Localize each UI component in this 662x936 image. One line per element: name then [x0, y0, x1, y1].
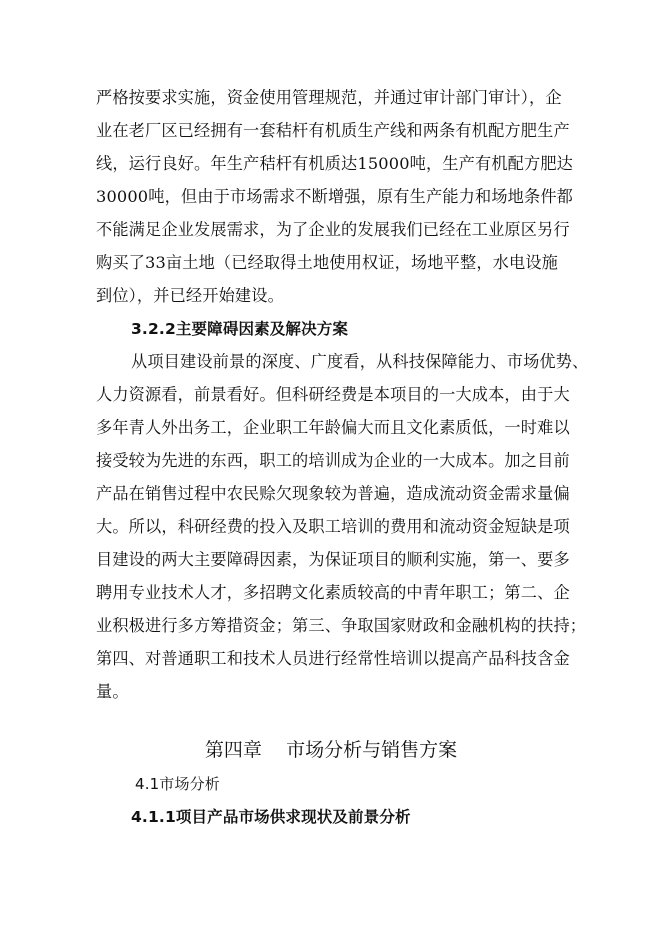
paragraph-line: 30000吨，但由于市场需求不断增强，原有生产能力和场地条件都 — [96, 187, 574, 206]
section-heading-3-2-2: 3.2.2主要障碍因素及解决方案 — [131, 320, 349, 338]
paragraph-line: 接受较为先进的东西，职工的培训成为企业的一大成本。加之目前 — [96, 451, 570, 470]
paragraph-line: 多年青人外出务工，企业职工年龄偏大而且文化素质低，一时难以 — [96, 418, 570, 437]
paragraph-line: 量。 — [96, 682, 129, 701]
paragraph-line: 从项目建设前景的深度、广度看，从科技保障能力、市场优势、 — [131, 352, 589, 371]
paragraph-line: 大。所以，科研经费的投入及职工培训的费用和流动资金短缺是项 — [96, 517, 570, 536]
paragraph-line: 业在老厂区已经拥有一套秸杆有机质生产线和两条有机配方肥生产 — [96, 121, 570, 140]
paragraph-line: 目建设的两大主要障碍因素，为保证项目的顺利实施，第一、要多 — [96, 550, 570, 569]
paragraph-line: 严格按要求实施，资金使用管理规范，并通过审计部门审计），企 — [96, 88, 562, 107]
paragraph-line: 到位），并已经开始建设。 — [96, 286, 284, 305]
paragraph-line: 业积极进行多方筹措资金；第三、争取国家财政和金融机构的扶持； — [96, 616, 587, 635]
paragraph-line: 聘用专业技术人才，多招聘文化素质较高的中青年职工；第二、企 — [96, 583, 570, 602]
chapter-title: 第四章 市场分析与销售方案 — [204, 739, 458, 761]
paragraph-line: 人力资源看，前景看好。但科研经费是本项目的一大成本，由于大 — [96, 385, 570, 404]
section-heading-4-1-1: 4.1.1项目产品市场供求现状及前景分析 — [131, 808, 411, 826]
paragraph-line: 不能满足企业发展需求，为了企业的发展我们已经在工业原区另行 — [96, 220, 570, 239]
paragraph-line: 第四、对普通职工和技术人员进行经常性培训以提高产品科技含金 — [96, 649, 570, 668]
paragraph-line: 线，运行良好。年生产秸杆有机质达15000吨，生产有机配方肥达 — [96, 154, 574, 173]
paragraph-line: 购买了33亩土地（已经取得土地使用权证，场地平整，水电设施 — [96, 253, 559, 272]
section-title-4-1: 4.1市场分析 — [135, 775, 220, 793]
paragraph-line: 产品在销售过程中农民赊欠现象较为普遍，造成流动资金需求量偏 — [96, 484, 570, 503]
